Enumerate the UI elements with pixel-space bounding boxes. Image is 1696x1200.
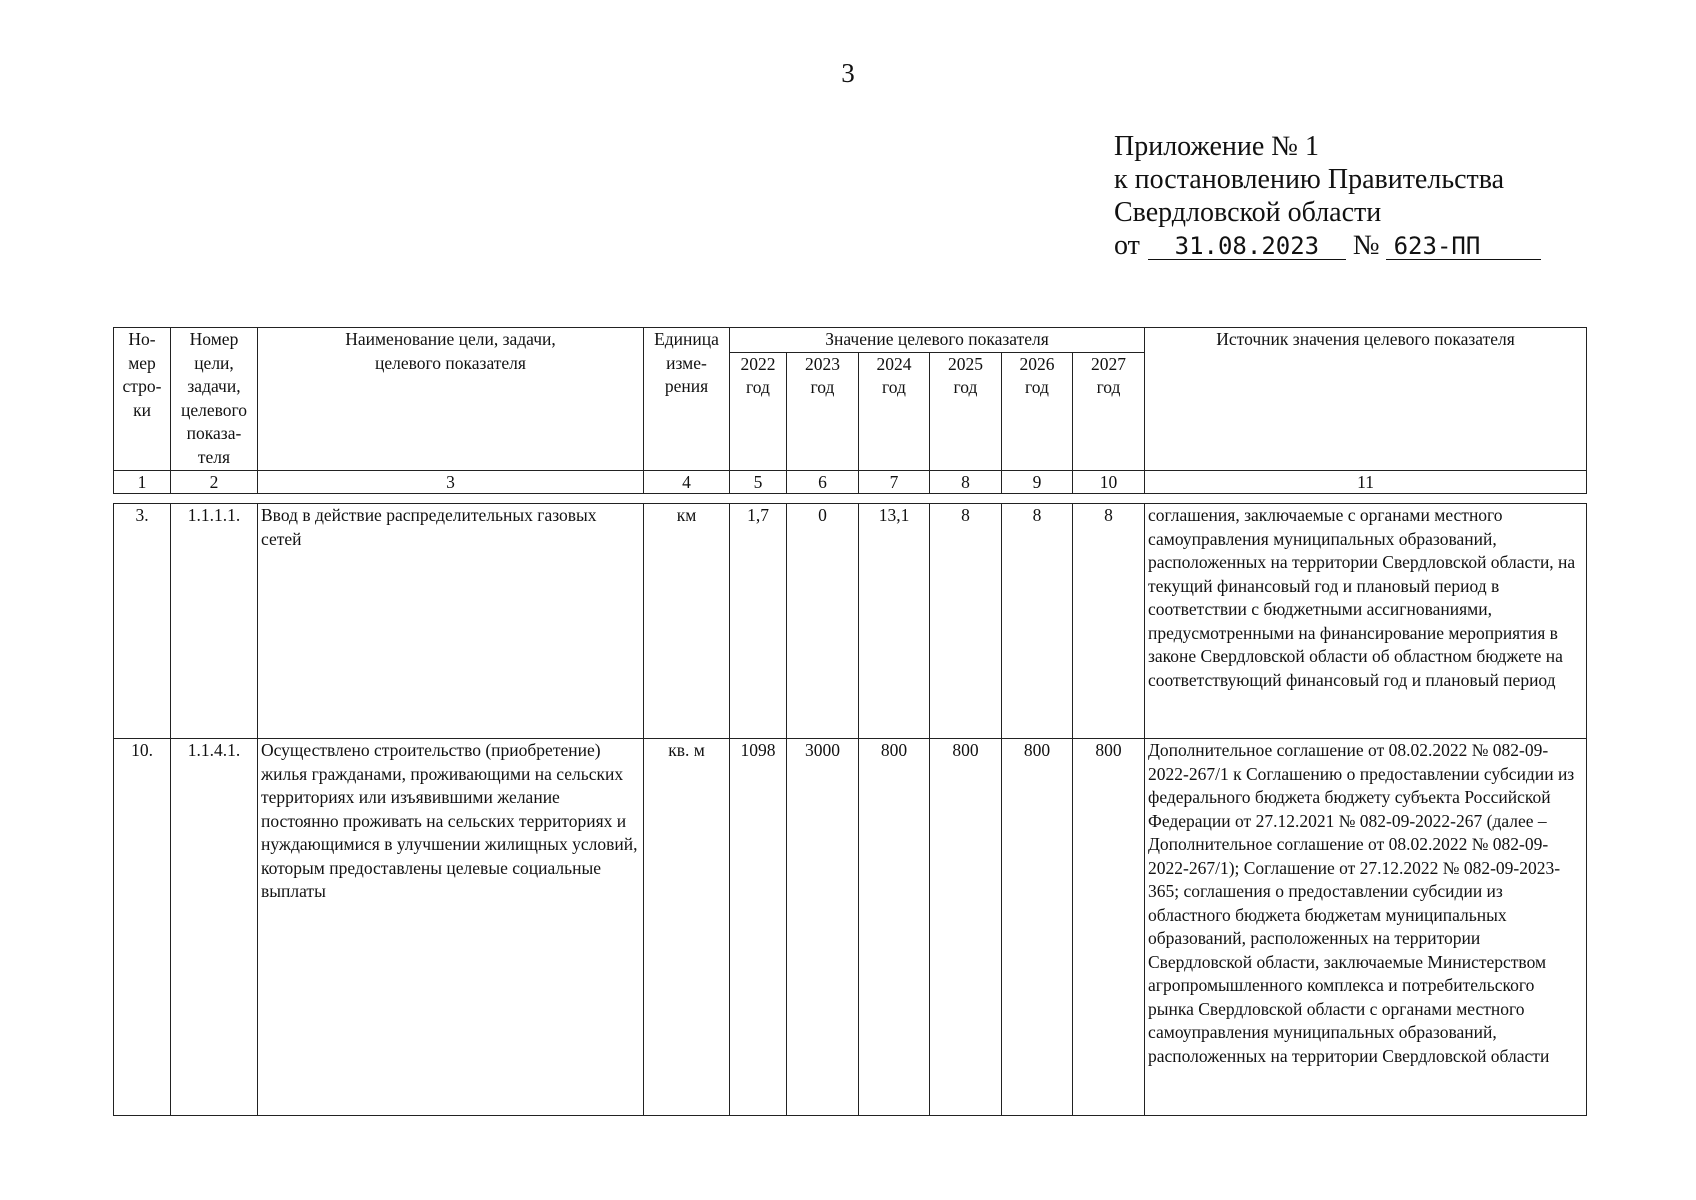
header-year-2026: 2026 год xyxy=(1002,352,1073,471)
column-number: 1 xyxy=(114,471,171,494)
cell-value-2022: 1,7 xyxy=(730,504,787,739)
column-number: 4 xyxy=(644,471,730,494)
header-year-2025: 2025 год xyxy=(930,352,1002,471)
cell-value-2026: 800 xyxy=(1002,739,1073,1116)
cell-row-number: 3. xyxy=(114,504,171,739)
header-unit: Единица изме- рения xyxy=(644,328,730,471)
cell-name: Ввод в действие распределительных газовых сетей xyxy=(258,504,644,739)
cell-value-2025: 800 xyxy=(930,739,1002,1116)
cell-value-2026: 8 xyxy=(1002,504,1073,739)
cell-value-2022: 1098 xyxy=(730,739,787,1116)
cell-value-2024: 800 xyxy=(859,739,930,1116)
header-values-group: Значение целевого показателя xyxy=(730,328,1145,353)
cell-value-2027: 800 xyxy=(1073,739,1145,1116)
header-name: Наименование цели, задачи, целевого показателя xyxy=(258,328,644,471)
cell-goal-code: 1.1.4.1. xyxy=(171,739,258,1116)
table-row xyxy=(114,504,1587,739)
table-body xyxy=(113,503,1587,1116)
cell-value-2027: 8 xyxy=(1073,504,1145,739)
cell-unit: кв. м xyxy=(644,739,730,1116)
header-year-2027: 2027 год xyxy=(1073,352,1145,471)
cell-value-2023: 3000 xyxy=(787,739,859,1116)
column-number: 6 xyxy=(787,471,859,494)
column-number: 3 xyxy=(258,471,644,494)
decree-number: 623-ПП xyxy=(1386,233,1541,260)
appendix-decree: к постановлению Правительства xyxy=(1114,164,1505,195)
cell-goal-code: 1.1.1.1. xyxy=(171,504,258,739)
appendix-block xyxy=(1114,130,1541,262)
cell-value-2024: 13,1 xyxy=(859,504,930,739)
header-year-2023: 2023 год xyxy=(787,352,859,471)
column-number: 7 xyxy=(859,471,930,494)
column-number: 2 xyxy=(171,471,258,494)
table-row xyxy=(114,739,1587,1116)
appendix-region: Свердловской области xyxy=(1114,197,1382,228)
column-number: 11 xyxy=(1145,471,1587,494)
cell-unit: км xyxy=(644,504,730,739)
header-year-2022: 2022 год xyxy=(730,352,787,471)
table-header xyxy=(113,327,1587,494)
column-number: 8 xyxy=(930,471,1002,494)
cell-name: Осуществлено строительство (приобретение) жилья гражданами, проживающими на сельских территориях или изъявившими желание постоянно проживать на сельских территориях и нуждающимися в улучшении жилищных условий, которым предоставлены целевые социальные выплаты xyxy=(258,739,644,1116)
column-number: 9 xyxy=(1002,471,1073,494)
appendix-title: Приложение № 1 xyxy=(1114,131,1319,162)
cell-value-2025: 8 xyxy=(930,504,1002,739)
header-source: Источник значения целевого показателя xyxy=(1145,328,1587,471)
header-year-2024: 2024 год xyxy=(859,352,930,471)
appendix-date-line xyxy=(1114,229,1541,262)
number-prefix: № xyxy=(1352,230,1380,261)
column-number: 5 xyxy=(730,471,787,494)
column-number: 10 xyxy=(1073,471,1145,494)
decree-date: 31.08.2023 xyxy=(1148,233,1346,260)
header-goal-number: Номер цели, задачи, целевого показа- теля xyxy=(171,328,258,471)
cell-source: соглашения, заключаемые с органами местного самоуправления муниципальных образований, расположенных на территории Свердловской области, на текущий финансовый год и плановый период в соответствии с бюджетными ассигнованиями, предусмотренными на финансирование мероприятия в законе Свердловской области об областном бюджете на соответствующий финансовый год и плановый период xyxy=(1145,504,1587,739)
cell-row-number: 10. xyxy=(114,739,171,1116)
date-prefix: от xyxy=(1114,230,1140,261)
cell-value-2023: 0 xyxy=(787,504,859,739)
cell-source: Дополнительное соглашение от 08.02.2022 № 082-09-2022-267/1 к Соглашению о предоставлении субсидии из федерального бюджета бюджету субъекта Российской Федерации от 27.12.2021 № 082-09-2022-267 (далее – Дополнительное соглашение от 08.02.2022 № 082-09-2022-267/1); Соглашение от 27.12.2022 № 082-09-2023-365; соглашения о предоставлении субсидии из областного бюджета бюджетам муниципальных образований, расположенных на территории Свердловской области, заключаемые Министерством агропромышленного комплекса и потребительского рынка Свердловской области с органами местного самоуправления муниципальных образований, расположенных на территории Свердловской области xyxy=(1145,739,1587,1116)
header-row-number: Но- мер стро- ки xyxy=(114,328,171,471)
page-number: 3 xyxy=(841,58,855,88)
